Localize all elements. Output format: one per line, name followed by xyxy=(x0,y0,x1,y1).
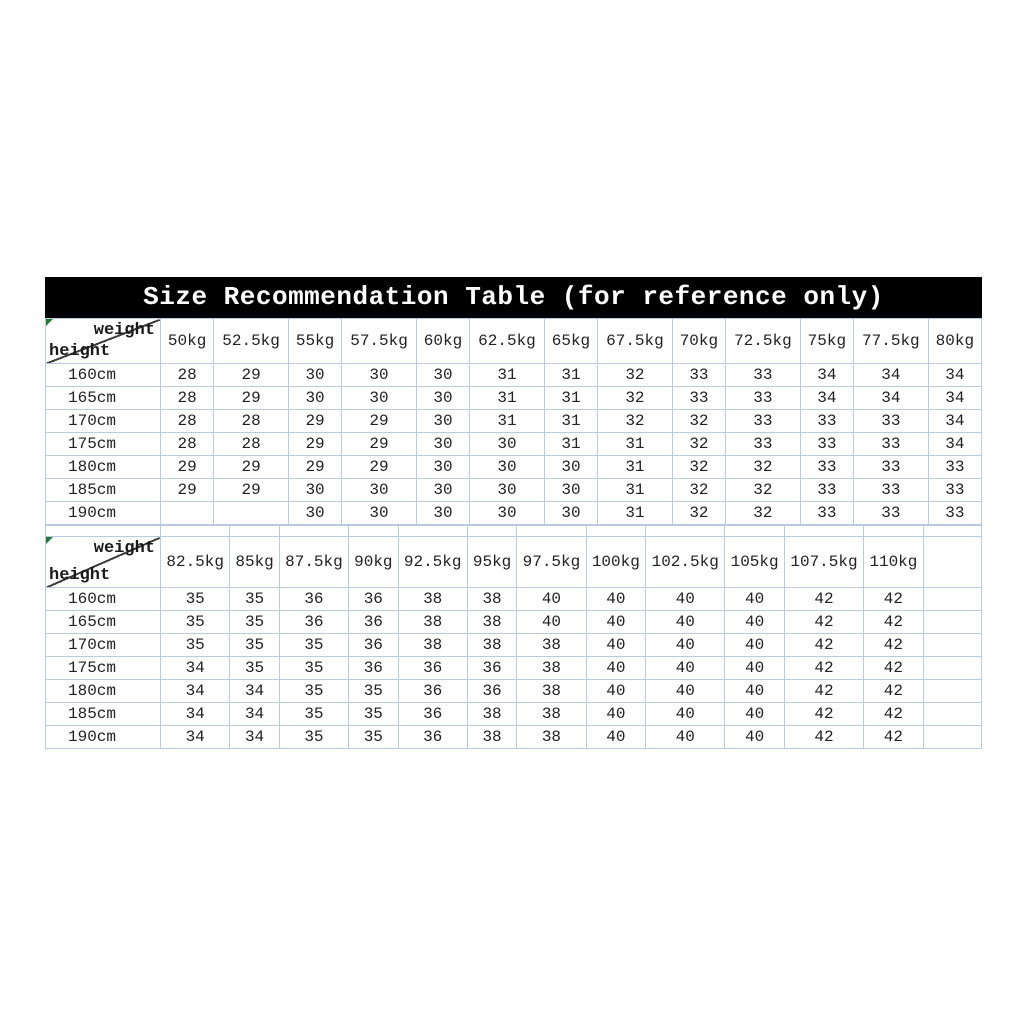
size-value-cell xyxy=(923,657,981,680)
size-value-cell: 34 xyxy=(230,680,279,703)
size-value-cell: 40 xyxy=(517,611,586,634)
size-value-cell: 30 xyxy=(288,479,341,502)
header-row xyxy=(46,319,982,364)
size-value-cell: 33 xyxy=(672,364,725,387)
size-value-cell: 30 xyxy=(544,479,597,502)
table-row xyxy=(46,364,982,387)
size-value-cell: 30 xyxy=(416,387,469,410)
size-value-cell: 29 xyxy=(214,456,289,479)
size-value-cell: 30 xyxy=(342,502,417,525)
size-value-cell: 30 xyxy=(288,387,341,410)
height-axis-label: height xyxy=(49,566,111,585)
size-value-cell: 30 xyxy=(342,364,417,387)
size-value-cell: 36 xyxy=(349,657,398,680)
size-value-cell: 38 xyxy=(517,680,586,703)
size-value-cell: 35 xyxy=(230,588,279,611)
size-value-cell: 42 xyxy=(864,680,923,703)
size-value-cell: 35 xyxy=(349,703,398,726)
size-value-cell: 34 xyxy=(928,410,981,433)
size-value-cell: 35 xyxy=(349,680,398,703)
height-label-cell: 185cm xyxy=(46,703,161,726)
size-value-cell: 33 xyxy=(800,502,853,525)
weight-header-cell: 70kg xyxy=(672,319,725,364)
size-value-cell: 30 xyxy=(342,479,417,502)
green-corner-marker xyxy=(46,319,53,326)
size-value-cell: 42 xyxy=(864,588,923,611)
weight-header-cell: 92.5kg xyxy=(398,537,467,588)
size-value-cell: 32 xyxy=(598,410,673,433)
weight-header-cell: 105kg xyxy=(725,537,784,588)
size-value-cell: 40 xyxy=(586,588,645,611)
size-value-cell: 31 xyxy=(598,479,673,502)
size-value-cell: 35 xyxy=(230,611,279,634)
weight-header-cell: 100kg xyxy=(586,537,645,588)
size-value-cell: 30 xyxy=(416,364,469,387)
size-value-cell: 40 xyxy=(725,726,784,749)
size-value-cell: 42 xyxy=(784,634,863,657)
weight-header-cell: 65kg xyxy=(544,319,597,364)
chart-title-bar xyxy=(45,277,982,318)
size-value-cell: 40 xyxy=(586,634,645,657)
weight-header-cell: 97.5kg xyxy=(517,537,586,588)
size-value-cell: 33 xyxy=(800,456,853,479)
size-value-cell: 38 xyxy=(467,726,516,749)
size-value-cell: 29 xyxy=(288,456,341,479)
size-value-cell: 29 xyxy=(342,410,417,433)
size-value-cell: 35 xyxy=(161,634,230,657)
size-value-cell: 35 xyxy=(230,634,279,657)
size-value-cell: 35 xyxy=(279,634,348,657)
size-value-cell: 34 xyxy=(928,433,981,456)
weight-header-cell: 80kg xyxy=(928,319,981,364)
weight-header-cell: 55kg xyxy=(288,319,341,364)
size-value-cell: 42 xyxy=(864,657,923,680)
size-value-cell: 33 xyxy=(726,433,801,456)
spacer-cell xyxy=(517,526,586,537)
size-table-light-weights xyxy=(45,318,982,525)
weight-header-cell: 90kg xyxy=(349,537,398,588)
size-value-cell: 42 xyxy=(864,634,923,657)
size-value-cell: 30 xyxy=(342,387,417,410)
size-value-cell: 38 xyxy=(467,703,516,726)
weight-header-cell: 85kg xyxy=(230,537,279,588)
size-value-cell xyxy=(923,726,981,749)
spacer-cell xyxy=(46,526,161,537)
size-value-cell: 32 xyxy=(726,502,801,525)
size-value-cell: 32 xyxy=(672,479,725,502)
size-value-cell: 28 xyxy=(161,410,214,433)
spacer-cell xyxy=(349,526,398,537)
green-corner-marker xyxy=(46,537,53,544)
corner-cell xyxy=(46,537,161,588)
size-value-cell: 34 xyxy=(230,726,279,749)
size-value-cell: 32 xyxy=(726,479,801,502)
size-value-cell: 34 xyxy=(853,387,928,410)
size-value-cell: 40 xyxy=(586,657,645,680)
weight-axis-label: weight xyxy=(93,321,155,340)
size-value-cell: 33 xyxy=(853,502,928,525)
size-value-cell: 35 xyxy=(161,611,230,634)
size-value-cell: 33 xyxy=(853,410,928,433)
weight-header-cell: 110kg xyxy=(864,537,923,588)
weight-header-cell xyxy=(923,537,981,588)
chart-title: Size Recommendation Table (for reference only) xyxy=(143,282,884,312)
spacer-cell xyxy=(784,526,863,537)
weight-header-cell: 95kg xyxy=(467,537,516,588)
size-value-cell: 31 xyxy=(544,364,597,387)
size-value-cell xyxy=(923,611,981,634)
size-value-cell: 40 xyxy=(725,703,784,726)
size-value-cell: 29 xyxy=(342,433,417,456)
size-value-cell xyxy=(923,588,981,611)
size-value-cell: 30 xyxy=(288,502,341,525)
size-value-cell: 40 xyxy=(725,611,784,634)
table-row xyxy=(46,433,982,456)
size-value-cell: 29 xyxy=(214,364,289,387)
spacer-cell xyxy=(398,526,467,537)
size-value-cell: 33 xyxy=(726,387,801,410)
size-value-cell: 33 xyxy=(726,364,801,387)
size-value-cell: 30 xyxy=(416,410,469,433)
size-value-cell: 38 xyxy=(467,634,516,657)
size-value-cell: 40 xyxy=(646,657,725,680)
weight-header-cell: 77.5kg xyxy=(853,319,928,364)
size-value-cell: 28 xyxy=(214,410,289,433)
size-value-cell: 42 xyxy=(864,611,923,634)
table-row xyxy=(46,703,982,726)
size-value-cell: 31 xyxy=(470,410,545,433)
size-value-cell xyxy=(214,502,289,525)
size-value-cell: 29 xyxy=(161,456,214,479)
size-value-cell: 28 xyxy=(214,433,289,456)
size-value-cell: 32 xyxy=(672,433,725,456)
size-value-cell: 38 xyxy=(467,611,516,634)
height-label-cell: 160cm xyxy=(46,588,161,611)
size-value-cell: 42 xyxy=(784,680,863,703)
size-value-cell: 30 xyxy=(470,479,545,502)
spacer-cell xyxy=(646,526,725,537)
size-value-cell: 42 xyxy=(784,611,863,634)
size-value-cell: 33 xyxy=(800,410,853,433)
weight-axis-label: weight xyxy=(93,539,155,558)
size-value-cell: 36 xyxy=(398,657,467,680)
size-value-cell: 36 xyxy=(279,611,348,634)
height-label-cell: 175cm xyxy=(46,433,161,456)
size-value-cell: 40 xyxy=(646,726,725,749)
size-value-cell xyxy=(923,680,981,703)
table-row xyxy=(46,657,982,680)
size-value-cell: 28 xyxy=(161,433,214,456)
size-value-cell: 42 xyxy=(864,703,923,726)
spacer-cell xyxy=(864,526,923,537)
size-value-cell: 30 xyxy=(416,433,469,456)
size-value-cell: 33 xyxy=(928,502,981,525)
size-value-cell: 36 xyxy=(398,703,467,726)
weight-header-cell: 60kg xyxy=(416,319,469,364)
size-value-cell: 33 xyxy=(853,479,928,502)
size-value-cell: 29 xyxy=(214,479,289,502)
height-label-cell: 165cm xyxy=(46,611,161,634)
size-value-cell: 32 xyxy=(726,456,801,479)
size-value-cell: 40 xyxy=(725,680,784,703)
weight-header-cell: 107.5kg xyxy=(784,537,863,588)
size-value-cell: 42 xyxy=(784,726,863,749)
size-value-cell: 29 xyxy=(161,479,214,502)
size-value-cell: 40 xyxy=(725,634,784,657)
size-value-cell: 35 xyxy=(279,703,348,726)
table-row xyxy=(46,479,982,502)
size-value-cell: 30 xyxy=(544,456,597,479)
weight-header-cell: 75kg xyxy=(800,319,853,364)
size-value-cell: 33 xyxy=(853,456,928,479)
size-value-cell xyxy=(161,502,214,525)
size-value-cell: 40 xyxy=(646,588,725,611)
size-value-cell: 38 xyxy=(517,634,586,657)
size-value-cell: 42 xyxy=(784,657,863,680)
size-value-cell: 40 xyxy=(646,680,725,703)
spacer-cell xyxy=(230,526,279,537)
size-value-cell: 36 xyxy=(467,657,516,680)
size-value-cell: 36 xyxy=(349,588,398,611)
size-value-cell: 42 xyxy=(784,588,863,611)
size-value-cell: 36 xyxy=(349,634,398,657)
size-value-cell: 40 xyxy=(517,588,586,611)
size-value-cell: 30 xyxy=(544,502,597,525)
size-value-cell: 40 xyxy=(586,680,645,703)
table-row xyxy=(46,726,982,749)
weight-header-cell: 50kg xyxy=(161,319,214,364)
size-value-cell: 32 xyxy=(672,502,725,525)
spacer-cell xyxy=(725,526,784,537)
size-value-cell: 35 xyxy=(230,657,279,680)
size-value-cell: 30 xyxy=(416,479,469,502)
weight-header-cell: 67.5kg xyxy=(598,319,673,364)
height-label-cell: 180cm xyxy=(46,456,161,479)
size-value-cell: 38 xyxy=(517,703,586,726)
size-value-cell: 30 xyxy=(416,456,469,479)
table-row xyxy=(46,387,982,410)
size-value-cell: 34 xyxy=(800,364,853,387)
size-value-cell: 38 xyxy=(517,726,586,749)
height-label-cell: 165cm xyxy=(46,387,161,410)
size-value-cell: 34 xyxy=(230,703,279,726)
weight-header-cell: 57.5kg xyxy=(342,319,417,364)
size-value-cell: 30 xyxy=(470,433,545,456)
size-value-cell: 29 xyxy=(214,387,289,410)
size-table-heavy-weights xyxy=(45,525,982,749)
size-value-cell: 28 xyxy=(161,387,214,410)
corner-cell xyxy=(46,319,161,364)
size-value-cell: 42 xyxy=(864,726,923,749)
size-value-cell: 30 xyxy=(416,502,469,525)
size-value-cell: 34 xyxy=(928,364,981,387)
height-label-cell: 170cm xyxy=(46,410,161,433)
size-value-cell: 35 xyxy=(349,726,398,749)
size-value-cell: 29 xyxy=(288,433,341,456)
table-row xyxy=(46,611,982,634)
height-label-cell: 185cm xyxy=(46,479,161,502)
spacer-cell xyxy=(161,526,230,537)
height-label-cell: 190cm xyxy=(46,502,161,525)
height-label-cell: 180cm xyxy=(46,680,161,703)
size-value-cell: 29 xyxy=(342,456,417,479)
size-value-cell: 32 xyxy=(598,387,673,410)
spacer-cell xyxy=(279,526,348,537)
size-value-cell: 40 xyxy=(725,657,784,680)
size-value-cell: 31 xyxy=(598,502,673,525)
weight-header-cell: 52.5kg xyxy=(214,319,289,364)
size-value-cell: 31 xyxy=(470,387,545,410)
size-value-cell: 29 xyxy=(288,410,341,433)
spacer-cell xyxy=(586,526,645,537)
size-value-cell: 34 xyxy=(161,703,230,726)
size-value-cell: 36 xyxy=(398,680,467,703)
size-value-cell: 34 xyxy=(161,680,230,703)
height-axis-label: height xyxy=(49,342,111,361)
size-value-cell: 32 xyxy=(672,456,725,479)
size-chart-sheet xyxy=(45,277,982,749)
spacer-cell xyxy=(467,526,516,537)
size-value-cell: 40 xyxy=(586,726,645,749)
size-value-cell: 33 xyxy=(800,433,853,456)
size-value-cell: 35 xyxy=(279,657,348,680)
size-value-cell: 36 xyxy=(467,680,516,703)
weight-header-cell: 87.5kg xyxy=(279,537,348,588)
size-value-cell: 32 xyxy=(672,410,725,433)
size-value-cell: 31 xyxy=(598,433,673,456)
size-value-cell: 40 xyxy=(646,611,725,634)
size-value-cell: 38 xyxy=(398,588,467,611)
weight-header-cell: 102.5kg xyxy=(646,537,725,588)
size-value-cell: 40 xyxy=(646,703,725,726)
weight-header-cell: 62.5kg xyxy=(470,319,545,364)
size-value-cell: 38 xyxy=(398,634,467,657)
table-row xyxy=(46,634,982,657)
table-row xyxy=(46,410,982,433)
size-value-cell: 38 xyxy=(517,657,586,680)
size-value-cell: 34 xyxy=(161,726,230,749)
size-value-cell: 33 xyxy=(928,456,981,479)
size-value-cell: 40 xyxy=(725,588,784,611)
size-value-cell: 31 xyxy=(544,410,597,433)
table-row xyxy=(46,588,982,611)
size-value-cell: 35 xyxy=(161,588,230,611)
size-value-cell: 36 xyxy=(279,588,348,611)
size-value-cell: 31 xyxy=(470,364,545,387)
size-value-cell xyxy=(923,703,981,726)
spacer-row xyxy=(46,526,982,537)
size-value-cell: 36 xyxy=(398,726,467,749)
weight-header-cell: 82.5kg xyxy=(161,537,230,588)
table-row xyxy=(46,456,982,479)
size-value-cell: 30 xyxy=(470,456,545,479)
size-value-cell: 33 xyxy=(928,479,981,502)
table-row xyxy=(46,502,982,525)
size-value-cell: 35 xyxy=(279,680,348,703)
size-value-cell: 34 xyxy=(928,387,981,410)
header-row xyxy=(46,537,982,588)
size-value-cell: 38 xyxy=(467,588,516,611)
size-value-cell: 30 xyxy=(470,502,545,525)
size-value-cell: 40 xyxy=(586,611,645,634)
size-value-cell: 36 xyxy=(349,611,398,634)
size-value-cell: 40 xyxy=(586,703,645,726)
size-value-cell xyxy=(923,634,981,657)
size-value-cell: 31 xyxy=(544,433,597,456)
height-label-cell: 170cm xyxy=(46,634,161,657)
size-value-cell: 31 xyxy=(544,387,597,410)
size-value-cell: 40 xyxy=(646,634,725,657)
size-value-cell: 34 xyxy=(800,387,853,410)
size-value-cell: 34 xyxy=(853,364,928,387)
size-value-cell: 28 xyxy=(161,364,214,387)
size-value-cell: 33 xyxy=(726,410,801,433)
height-label-cell: 160cm xyxy=(46,364,161,387)
spacer-cell xyxy=(923,526,981,537)
size-value-cell: 33 xyxy=(800,479,853,502)
height-label-cell: 190cm xyxy=(46,726,161,749)
size-value-cell: 31 xyxy=(598,456,673,479)
size-value-cell: 33 xyxy=(853,433,928,456)
height-label-cell: 175cm xyxy=(46,657,161,680)
size-value-cell: 30 xyxy=(288,364,341,387)
size-value-cell: 33 xyxy=(672,387,725,410)
size-value-cell: 35 xyxy=(279,726,348,749)
size-value-cell: 34 xyxy=(161,657,230,680)
size-value-cell: 38 xyxy=(398,611,467,634)
size-value-cell: 42 xyxy=(784,703,863,726)
weight-header-cell: 72.5kg xyxy=(726,319,801,364)
table-row xyxy=(46,680,982,703)
size-value-cell: 32 xyxy=(598,364,673,387)
